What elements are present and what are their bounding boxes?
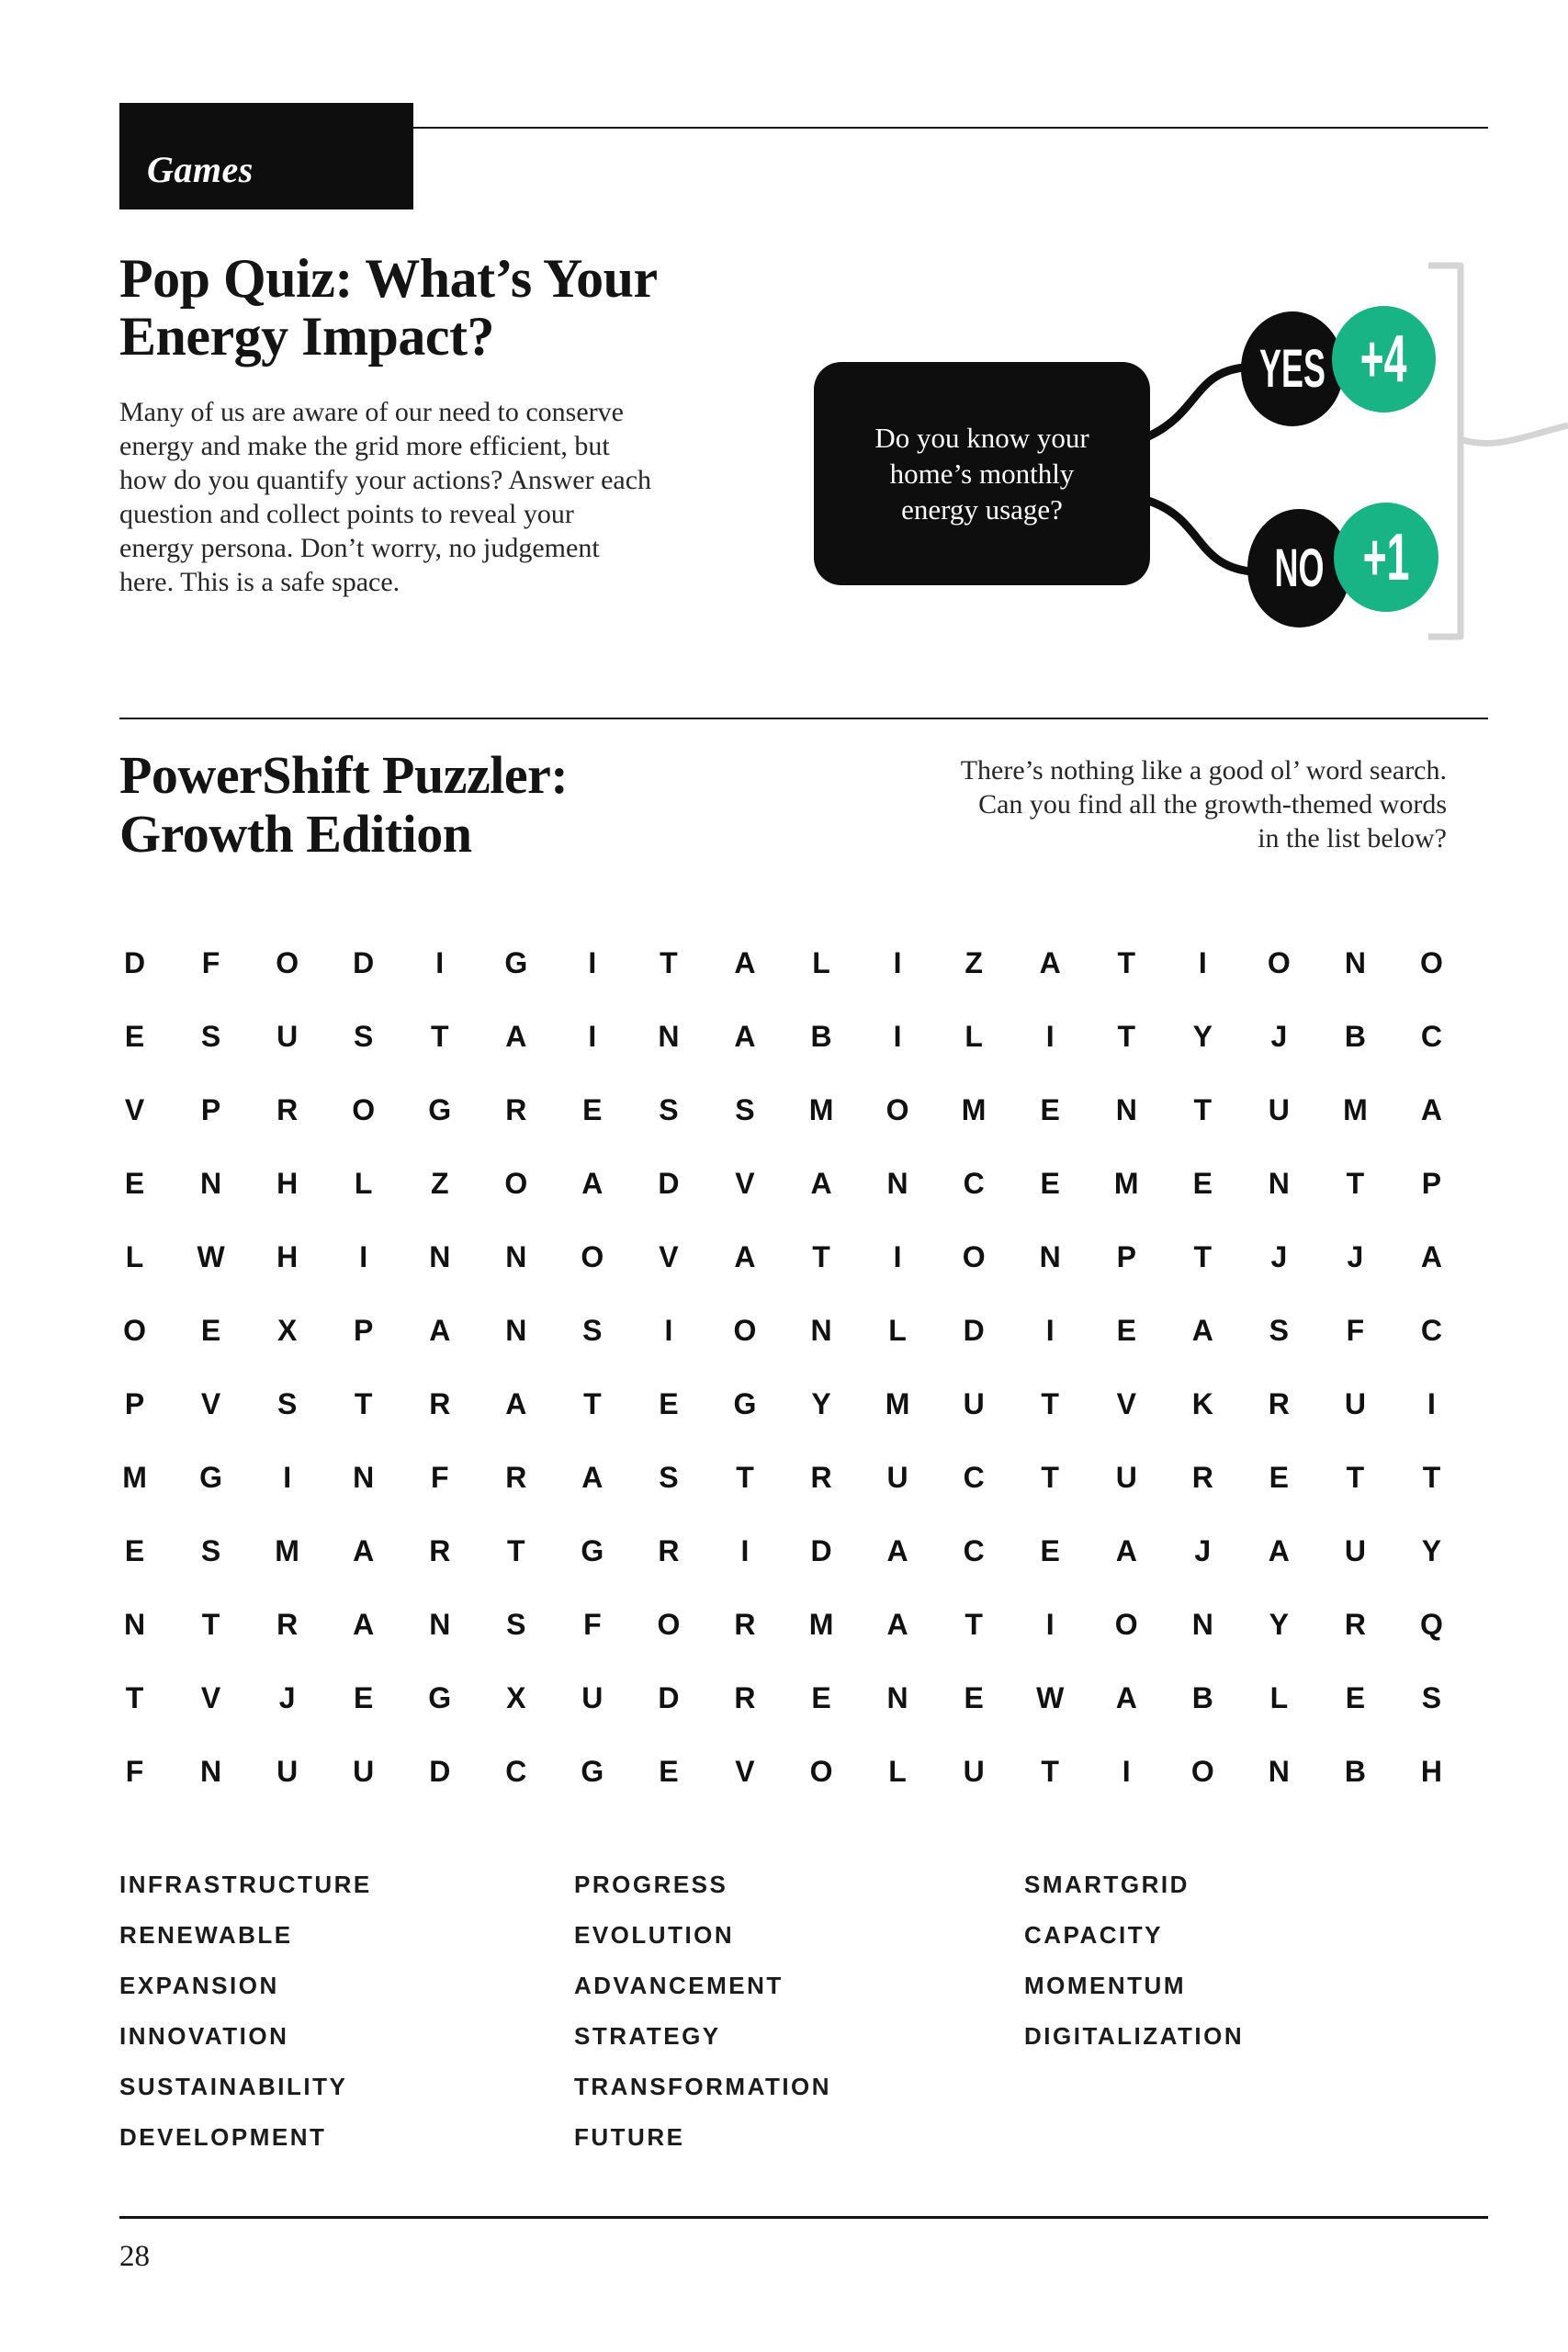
grid-letter: S — [200, 1019, 221, 1053]
grid-letter: T — [1346, 1460, 1365, 1494]
grid-letter: I — [1427, 1386, 1436, 1420]
grid-letter: M — [275, 1533, 299, 1567]
grid-letter: O — [504, 1166, 528, 1200]
grid-letter: L — [354, 1166, 373, 1200]
grid-letter: T — [1041, 1460, 1059, 1494]
word-list-column-3 — [1024, 1872, 1244, 2075]
grid-letter: R — [276, 1092, 299, 1126]
grid-letter: E — [354, 1680, 374, 1714]
grid-letter: J — [1347, 1239, 1364, 1273]
grid-letter: A — [1420, 1239, 1443, 1273]
grid-letter: R — [505, 1460, 527, 1494]
grid-letter: O — [1190, 1754, 1214, 1788]
grid-letter: N — [429, 1239, 451, 1273]
puzzler-title-line1: PowerShift Puzzler: — [119, 745, 569, 805]
pop-quiz-title — [119, 250, 658, 366]
word-list-item: INNOVATION — [119, 2022, 289, 2050]
grid-letter: F — [125, 1754, 144, 1788]
grid-letter: C — [963, 1460, 985, 1494]
pop-quiz-title-line2: Energy Impact? — [119, 306, 494, 367]
grid-letter: B — [1191, 1680, 1213, 1714]
grid-letter: T — [1346, 1166, 1365, 1200]
grid-letter: A — [886, 1607, 908, 1641]
grid-letter: X — [506, 1680, 526, 1714]
grid-letter: U — [276, 1754, 299, 1788]
grid-letter: J — [1270, 1239, 1288, 1273]
grid-letter: N — [1268, 1166, 1290, 1200]
connector-yes-line — [1148, 368, 1245, 436]
grid-letter: Z — [430, 1166, 449, 1200]
grid-letter: N — [1039, 1239, 1061, 1273]
word-list-item: SUSTAINABILITY — [119, 2073, 348, 2100]
grid-letter: O — [1114, 1607, 1138, 1641]
grid-letter: D — [123, 945, 146, 979]
grid-letter: T — [507, 1533, 525, 1567]
word-list-column-1 — [119, 1872, 372, 2176]
grid-letter: U — [1344, 1533, 1366, 1567]
word-list-item: PROGRESS — [574, 1871, 728, 1898]
grid-letter: S — [735, 1092, 755, 1126]
grid-letter: Z — [964, 945, 983, 979]
connector-no-line — [1148, 501, 1251, 571]
grid-letter: Y — [1421, 1533, 1442, 1567]
grid-letter: Y — [1192, 1019, 1213, 1053]
grid-letter: E — [659, 1386, 679, 1420]
grid-letter: V — [735, 1166, 755, 1200]
grid-letter: B — [810, 1019, 832, 1053]
grid-letter: A — [810, 1166, 832, 1200]
page-number: 28 — [119, 2240, 150, 2273]
grid-letter: E — [964, 1680, 984, 1714]
grid-letter: N — [1344, 945, 1366, 979]
grid-letter: R — [734, 1680, 756, 1714]
grid-letter: T — [354, 1386, 373, 1420]
grid-letter: A — [1039, 945, 1061, 979]
grid-letter: T — [1041, 1754, 1059, 1788]
word-list-item: MOMENTUM — [1024, 1972, 1186, 1999]
grid-letter: C — [963, 1166, 985, 1200]
grid-letter: V — [200, 1680, 221, 1714]
grid-letter: D — [658, 1166, 680, 1200]
grid-letter: N — [505, 1313, 527, 1347]
grid-letter: A — [886, 1533, 908, 1567]
grid-letter: M — [1343, 1092, 1368, 1126]
word-list-item: FUTURE — [574, 2123, 685, 2151]
grid-letter: D — [658, 1680, 680, 1714]
grid-letter: I — [1045, 1019, 1055, 1053]
grid-letter: E — [124, 1019, 145, 1053]
grid-letter: O — [657, 1607, 681, 1641]
grid-letter: L — [888, 1313, 907, 1347]
grid-letter: A — [734, 1239, 756, 1273]
grid-letter: J — [1194, 1533, 1212, 1567]
puzzler-title — [119, 746, 568, 864]
grid-letter: N — [123, 1607, 146, 1641]
grid-letter: E — [1116, 1313, 1136, 1347]
grid-letter: I — [588, 1019, 597, 1053]
grid-letter: E — [1040, 1092, 1060, 1126]
puzzler-title-line2: Growth Edition — [119, 804, 472, 864]
grid-letter: P — [124, 1386, 145, 1420]
grid-letter: T — [1193, 1239, 1213, 1273]
grid-letter: R — [810, 1460, 832, 1494]
grid-letter: U — [353, 1754, 375, 1788]
grid-letter: L — [812, 945, 830, 979]
grid-letter: T — [125, 1680, 144, 1714]
grid-letter: W — [1036, 1680, 1065, 1714]
word-list-item: RENEWABLE — [119, 1921, 293, 1949]
grid-letter: V — [200, 1386, 221, 1420]
grid-letter: I — [664, 1313, 673, 1347]
grid-letter: N — [658, 1019, 680, 1053]
grid-letter: V — [124, 1092, 145, 1126]
grid-letter: O — [352, 1092, 376, 1126]
grid-letter: S — [659, 1092, 679, 1126]
word-list-item: EXPANSION — [119, 1972, 279, 1999]
flow-continues-line — [1461, 425, 1568, 444]
word-list-item: STRATEGY — [574, 2022, 721, 2050]
grid-letter: S — [582, 1313, 603, 1347]
grid-letter: A — [1420, 1092, 1443, 1126]
word-list-item: INFRASTRUCTURE — [119, 1871, 372, 1898]
grid-letter: N — [200, 1754, 222, 1788]
grid-letter: L — [964, 1019, 983, 1053]
grid-letter: T — [1422, 1460, 1441, 1494]
section-divider-rule — [119, 718, 1488, 719]
grid-letter: T — [201, 1607, 220, 1641]
grid-letter: O — [1267, 945, 1291, 979]
grid-letter: O — [581, 1239, 604, 1273]
grid-letter: I — [1122, 1754, 1131, 1788]
word-list-item: DEVELOPMENT — [119, 2123, 327, 2151]
grid-letter: U — [963, 1754, 985, 1788]
grid-letter: M — [885, 1386, 910, 1420]
grid-letter: N — [429, 1607, 451, 1641]
points-badge-yes — [1332, 306, 1436, 413]
grid-letter: F — [1346, 1313, 1365, 1347]
word-list-item: DIGITALIZATION — [1024, 2022, 1245, 2050]
grid-letter: P — [200, 1092, 221, 1126]
grid-letter: R — [734, 1607, 756, 1641]
grid-letter: A — [429, 1313, 451, 1347]
grid-letter: P — [1116, 1239, 1136, 1273]
grid-letter: I — [740, 1533, 750, 1567]
grid-letter: G — [581, 1754, 604, 1788]
grid-letter: F — [430, 1460, 449, 1494]
grid-letter: U — [886, 1460, 908, 1494]
grid-letter: E — [1040, 1533, 1060, 1567]
grid-letter: J — [1270, 1019, 1288, 1053]
grid-letter: U — [1115, 1460, 1137, 1494]
grid-letter: N — [200, 1166, 222, 1200]
grid-letter: I — [1198, 945, 1207, 979]
grid-letter: S — [659, 1460, 679, 1494]
grid-letter: V — [659, 1239, 679, 1273]
section-label: Games — [147, 149, 254, 190]
grid-letter: E — [200, 1313, 221, 1347]
grid-letter: C — [1420, 1019, 1443, 1053]
grid-letter: T — [964, 1607, 983, 1641]
grid-letter: J — [278, 1680, 296, 1714]
grid-letter: P — [354, 1313, 374, 1347]
grid-letter: H — [276, 1166, 299, 1200]
grid-letter: R — [429, 1533, 451, 1567]
grid-letter: G — [733, 1386, 757, 1420]
grid-letter: R — [658, 1533, 680, 1567]
grid-letter: T — [812, 1239, 830, 1273]
grid-letter: S — [200, 1533, 221, 1567]
grid-letter: R — [1191, 1460, 1213, 1494]
grid-letter: E — [1040, 1166, 1060, 1200]
grid-letter: M — [961, 1092, 987, 1126]
grid-letter: A — [505, 1386, 527, 1420]
grid-letter: N — [505, 1239, 527, 1273]
grid-letter: I — [435, 945, 445, 979]
grid-letter: F — [201, 945, 220, 979]
grid-letter: T — [1193, 1092, 1213, 1126]
grid-letter: D — [353, 945, 375, 979]
grid-letter: B — [1344, 1754, 1366, 1788]
grid-letter: E — [1269, 1460, 1290, 1494]
grid-letter: U — [276, 1019, 299, 1053]
pop-quiz-title-line1: Pop Quiz: What’s Your — [119, 248, 658, 309]
grid-letter: A — [505, 1019, 527, 1053]
grid-letter: N — [1115, 1092, 1137, 1126]
grid-letter: P — [1421, 1166, 1442, 1200]
puzzler-intro: There’s nothing like a good ol’ word search. Can you find all the growth-themed words in the list below? — [960, 755, 1447, 854]
grid-letter: U — [1344, 1386, 1366, 1420]
grid-letter: N — [1268, 1754, 1290, 1788]
grid-letter: I — [893, 1019, 902, 1053]
grid-letter: I — [893, 1239, 902, 1273]
grid-letter: N — [810, 1313, 832, 1347]
grid-letter: U — [963, 1386, 985, 1420]
points-yes-value: +4 — [1360, 322, 1407, 396]
grid-letter: A — [353, 1607, 375, 1641]
grid-letter: R — [1344, 1607, 1366, 1641]
grid-letter: T — [736, 1460, 754, 1494]
word-list-item: SMARTGRID — [1024, 1871, 1190, 1898]
grid-letter: R — [276, 1607, 299, 1641]
grid-letter: D — [810, 1533, 832, 1567]
question-box — [814, 362, 1150, 585]
grid-letter: I — [1045, 1313, 1055, 1347]
grid-letter: G — [199, 1460, 223, 1494]
grid-letter: O — [809, 1754, 833, 1788]
grid-letter: O — [123, 1313, 146, 1347]
grid-letter: A — [1191, 1313, 1213, 1347]
grid-letter: E — [124, 1533, 145, 1567]
grid-letter: W — [197, 1239, 225, 1273]
header-rule — [413, 127, 1488, 129]
grid-letter: I — [588, 945, 597, 979]
grid-letter: T — [1117, 1019, 1136, 1053]
grid-letter: S — [276, 1386, 298, 1420]
grid-letter: B — [1344, 1019, 1366, 1053]
grid-letter: R — [429, 1386, 451, 1420]
question-line1: Do you know your — [874, 422, 1089, 454]
word-list-item: ADVANCEMENT — [574, 1972, 784, 1999]
grid-letter: K — [1191, 1386, 1213, 1420]
word-list-column-2 — [574, 1872, 831, 2176]
grid-letter: M — [808, 1092, 834, 1126]
question-line3: energy usage? — [901, 493, 1063, 526]
grid-letter: A — [581, 1460, 604, 1494]
grid-letter: U — [581, 1680, 604, 1714]
grid-letter: T — [660, 945, 678, 979]
grid-letter: N — [886, 1166, 908, 1200]
grid-letter: V — [735, 1754, 755, 1788]
section-label-box — [119, 103, 413, 209]
grid-letter: G — [428, 1092, 452, 1126]
grid-letter: E — [124, 1166, 145, 1200]
grid-letter: Y — [811, 1386, 831, 1420]
grid-letter: U — [1268, 1092, 1290, 1126]
word-search-grid — [96, 926, 1470, 1808]
grid-letter: S — [1269, 1313, 1290, 1347]
grid-letter: D — [429, 1754, 451, 1788]
grid-letter: Y — [1269, 1607, 1290, 1641]
grid-letter: T — [1117, 945, 1136, 979]
grid-letter: E — [811, 1680, 831, 1714]
grid-letter: E — [1192, 1166, 1213, 1200]
grid-letter: A — [1115, 1533, 1137, 1567]
word-list-item: CAPACITY — [1024, 1921, 1163, 1949]
grid-letter: G — [581, 1533, 604, 1567]
pop-quiz-intro: Many of us are aware of our need to conserve energy and make the grid more efficient, but how do you quantify your actions? Answer each question and collect points to reveal your energy persona. Don’t worry, no judgement here. This is a safe space. — [119, 397, 652, 597]
grid-letter: A — [734, 1019, 756, 1053]
grid-letter: I — [283, 1460, 292, 1494]
grid-letter: F — [583, 1607, 602, 1641]
word-list-item: EVOLUTION — [574, 1921, 735, 1949]
grid-letter: E — [659, 1754, 679, 1788]
grid-letter: T — [430, 1019, 449, 1053]
grid-letter: I — [893, 945, 902, 979]
grid-letter: H — [276, 1239, 299, 1273]
grid-letter: O — [886, 1092, 909, 1126]
grid-letter: C — [963, 1533, 985, 1567]
points-no-value: +1 — [1362, 520, 1410, 594]
grid-letter: S — [1421, 1680, 1442, 1714]
grid-letter: H — [1420, 1754, 1443, 1788]
grid-letter: Q — [1420, 1607, 1443, 1641]
grid-letter: S — [506, 1607, 526, 1641]
grid-letter: I — [1045, 1607, 1055, 1641]
points-badge-no — [1334, 503, 1438, 612]
grid-letter: D — [963, 1313, 985, 1347]
grid-letter: A — [734, 945, 756, 979]
grid-letter: A — [1115, 1680, 1137, 1714]
grid-letter: A — [353, 1533, 375, 1567]
grid-letter: A — [1268, 1533, 1290, 1567]
grid-letter: R — [1268, 1386, 1290, 1420]
grid-letter: N — [353, 1460, 375, 1494]
quiz-flow-diagram — [781, 239, 1568, 680]
grid-letter: V — [1116, 1386, 1136, 1420]
grid-letter: M — [122, 1460, 147, 1494]
grid-letter: O — [733, 1313, 757, 1347]
grid-letter: A — [581, 1166, 604, 1200]
grid-letter: L — [125, 1239, 144, 1273]
grid-letter: N — [886, 1680, 908, 1714]
grid-letter: R — [505, 1092, 527, 1126]
answer-yes-label: YES — [1259, 339, 1325, 399]
answer-yes-bubble — [1241, 311, 1344, 426]
grid-letter: E — [1345, 1680, 1366, 1714]
grid-letter: O — [1420, 945, 1443, 979]
grid-letter: M — [1113, 1166, 1139, 1200]
grid-letter: C — [505, 1754, 527, 1788]
grid-letter: O — [276, 945, 299, 979]
grid-letter: I — [359, 1239, 368, 1273]
grid-letter: M — [808, 1607, 834, 1641]
grid-letter: L — [888, 1754, 907, 1788]
grid-letter: G — [504, 945, 528, 979]
footer-rule — [119, 2216, 1488, 2219]
word-list-item: TRANSFORMATION — [574, 2073, 832, 2100]
question-line2: home’s monthly — [889, 458, 1075, 490]
grid-letter: G — [428, 1680, 452, 1714]
grid-letter: N — [1191, 1607, 1213, 1641]
answer-no-label: NO — [1274, 538, 1325, 598]
grid-letter: T — [1041, 1386, 1059, 1420]
grid-letter: X — [276, 1313, 298, 1347]
grid-letter: O — [962, 1239, 986, 1273]
grid-letter: E — [582, 1092, 603, 1126]
grid-letter: L — [1269, 1680, 1289, 1714]
grid-letter: S — [354, 1019, 374, 1053]
grid-letter: T — [583, 1386, 602, 1420]
grid-letter: C — [1420, 1313, 1443, 1347]
